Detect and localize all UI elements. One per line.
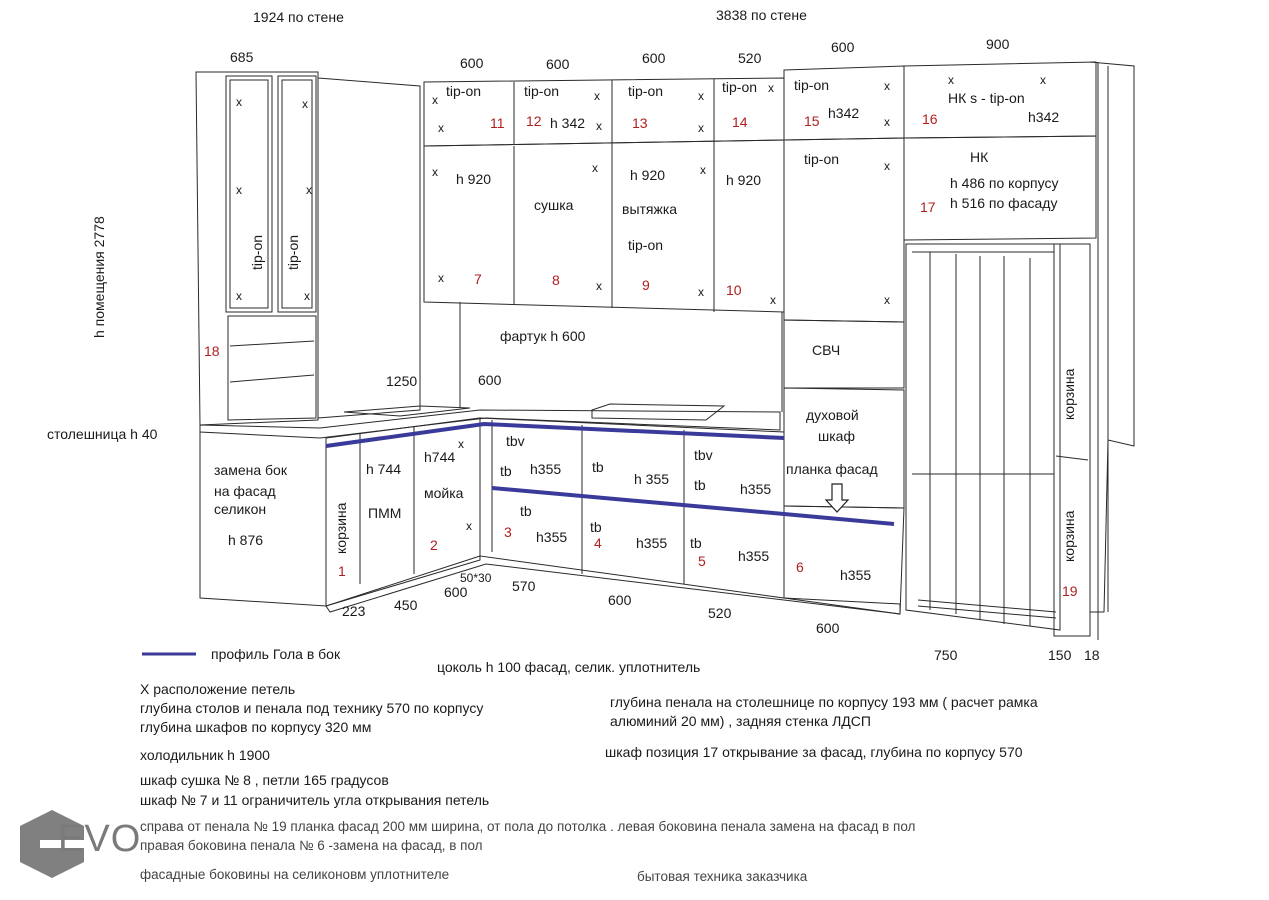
label-tip-on: tip-on (804, 151, 840, 167)
hinge-marker: x (458, 437, 464, 451)
note-right19: справа от пенала № 19 планка фасад 200 мм ширина, от пола до потолка . левая боковина пенала замена на фасад в пол (140, 819, 916, 834)
position-number-18: 18 (204, 343, 220, 359)
position-number-1: 1 (338, 563, 346, 579)
position-number-17: 17 (920, 199, 936, 215)
note-pos17: шкаф позиция 17 открывание за фасад, глубина по корпусу 570 (605, 744, 1023, 760)
hinge-marker: x (594, 89, 600, 103)
dim-top: 520 (738, 50, 762, 66)
position-number-5: 5 (698, 553, 706, 569)
hinge-marker: x (236, 95, 242, 109)
hinge-marker: x (768, 81, 774, 95)
label-h744: h 744 (366, 461, 402, 477)
label-tb: tb (520, 503, 532, 519)
label-h355: h 355 (634, 471, 670, 487)
hinge-marker: x (438, 121, 444, 135)
hinge-marker: x (698, 89, 704, 103)
label-korzina: корзина (1061, 510, 1077, 562)
hinge-marker: x (884, 293, 890, 307)
position-number-8: 8 (552, 272, 560, 288)
note-right6: правая боковина пенала № 6 -замена на фасад, в пол (140, 838, 483, 853)
label-nk-s: НК s - tip-on (948, 90, 1025, 106)
label-h355: h355 (536, 529, 568, 545)
dim-bottom: 50*30 (460, 571, 492, 585)
note-penal-depth-2: алюминий 20 мм) , задняя стенка ЛДСП (610, 713, 871, 729)
note-fridge: холодильник h 1900 (140, 747, 270, 763)
note-limiter: шкаф № 7 и 11 ограничитель угла открывания петель (140, 792, 490, 808)
hinge-marker: x (698, 121, 704, 135)
note-depth-tables: глубина столов и пенала под технику 570 по корпусу (140, 700, 484, 716)
note-tsokol: цоколь h 100 фасад, селик. уплотнитель (437, 659, 701, 675)
label-h920: h 920 (630, 167, 666, 183)
hinge-marker: x (948, 73, 954, 87)
dim-bottom: 600 (816, 620, 840, 636)
label-svch: СВЧ (812, 342, 841, 358)
down-arrow-icon (826, 484, 848, 512)
position-number-12: 12 (526, 113, 542, 129)
label-oven: шкаф (818, 428, 855, 444)
hinge-marker: x (884, 79, 890, 93)
position-number-14: 14 (732, 114, 748, 130)
label-tb: tb (590, 519, 602, 535)
label-h920: h 920 (456, 171, 492, 187)
label-h342: h 342 (550, 115, 586, 131)
dim-top: 600 (546, 56, 570, 72)
label-tbv: tbv (506, 433, 525, 449)
note-x-loops: X расположение петель (140, 681, 296, 697)
legend-label: профиль Гола в бок (211, 646, 341, 662)
dim-wall-right: 3838 по стене (716, 7, 807, 23)
label-vytyazhka: вытяжка (622, 201, 678, 217)
label-tip-on-left: tip-on (285, 234, 301, 270)
dim-bottom: 520 (708, 605, 732, 621)
label-h355: h355 (738, 548, 770, 564)
hinge-marker: x (596, 119, 602, 133)
dim-bottom: 600 (444, 584, 468, 600)
hinge-marker: x (698, 285, 704, 299)
hinge-marker: x (432, 93, 438, 107)
label-h355: h355 (840, 567, 872, 583)
label-zamena: селикон (214, 501, 267, 517)
dim-top: 600 (642, 50, 666, 66)
label-tb: tb (592, 459, 604, 475)
position-number-19: 19 (1062, 583, 1078, 599)
label-tb: tb (694, 477, 706, 493)
label-sushka: сушка (534, 197, 574, 213)
label-tip-on-left: tip-on (249, 234, 265, 270)
note-penal-depth-1: глубина пенала на столешнице по корпусу 193 мм ( расчет рамка (610, 694, 1038, 710)
label-tip-on: tip-on (446, 83, 482, 99)
dim-bottom: 150 (1048, 647, 1072, 663)
label-planka: планка фасад (786, 461, 878, 477)
label-h342: h342 (1028, 109, 1060, 125)
hinge-marker: x (466, 519, 472, 533)
fridge (906, 244, 1060, 630)
label-tip-on: tip-on (628, 83, 664, 99)
hinge-marker: x (1040, 73, 1046, 87)
label-h744: h744 (424, 449, 456, 465)
label-h355: h355 (740, 481, 772, 497)
position-number-15: 15 (804, 113, 820, 129)
dim-top: 900 (986, 36, 1010, 52)
label-korzina: корзина (1061, 368, 1077, 420)
hinge-marker: x (304, 289, 310, 303)
position-number-7: 7 (474, 271, 482, 287)
label-h342: h342 (828, 105, 860, 121)
hinge-marker: x (596, 279, 602, 293)
position-number-9: 9 (642, 277, 650, 293)
label-tip-on: tip-on (524, 83, 560, 99)
hinge-marker: x (306, 183, 312, 197)
hinge-marker: x (236, 183, 242, 197)
hinge-marker: x (438, 271, 444, 285)
note-appliances: бытовая техника заказчика (637, 869, 808, 884)
dim-top: 600 (460, 55, 484, 71)
position-number-6: 6 (796, 559, 804, 575)
label-zamena: на фасад (214, 483, 276, 499)
label-h876: h 876 (228, 532, 264, 548)
label-tip-on: tip-on (722, 79, 758, 95)
label-tip-on: tip-on (628, 237, 664, 253)
dim-bottom: 570 (512, 578, 536, 594)
position-number-10: 10 (726, 282, 742, 298)
label-tbv: tbv (694, 447, 713, 463)
dim-bottom: 18 (1084, 647, 1100, 663)
label-nk: НК (970, 149, 989, 165)
hinge-marker: x (302, 97, 308, 111)
hinge-marker: x (236, 289, 242, 303)
dim-countertop: столешница h 40 (47, 426, 158, 442)
position-number-11: 11 (490, 115, 505, 131)
label-zamena: замена бок (214, 462, 287, 478)
dim-top: 600 (831, 39, 855, 55)
note-sushka8: шкаф сушка № 8 , петли 165 градусов (140, 772, 389, 788)
label-h355: h355 (530, 461, 562, 477)
label-nk-h1: h 486 по корпусу (950, 175, 1059, 191)
label-moika: мойка (424, 485, 464, 501)
hinge-marker: x (432, 165, 438, 179)
label-nk-h2: h 516 по фасаду (950, 195, 1058, 211)
hinge-marker: x (884, 115, 890, 129)
hinge-marker: x (770, 293, 776, 307)
hinge-marker: x (592, 161, 598, 175)
dim-wall-left: 1924 по стене (253, 9, 344, 25)
label-tb: tb (690, 535, 702, 551)
note-depth-cabinets: глубина шкафов по корпусу 320 мм (140, 719, 372, 735)
label-oven: духовой (806, 407, 859, 423)
dim-room-height: h помещения 2778 (91, 216, 107, 338)
dim-600-counter: 600 (478, 372, 502, 388)
label-korzina: корзина (333, 502, 349, 554)
label-tb: tb (500, 463, 512, 479)
hinge-marker: x (700, 163, 706, 177)
logo-text: EVO (58, 818, 142, 860)
dim-bottom: 600 (608, 592, 632, 608)
position-number-16: 16 (922, 111, 938, 127)
dim-bottom: 223 (342, 603, 366, 619)
label-h355: h355 (636, 535, 668, 551)
position-number-13: 13 (632, 115, 648, 131)
hinge-marker: x (884, 159, 890, 173)
position-number-4: 4 (594, 535, 602, 551)
note-silicone: фасадные боковины на селиконовм уплотнителе (140, 867, 450, 882)
dim-bottom: 750 (934, 647, 958, 663)
label-h920: h 920 (726, 172, 762, 188)
position-number-3: 3 (504, 524, 512, 540)
label-tip-on: tip-on (794, 77, 830, 93)
label-pmm: ПММ (368, 505, 402, 521)
dim-bottom: 450 (394, 597, 418, 613)
dim-1250: 1250 (386, 373, 418, 389)
dim-top: 685 (230, 49, 254, 65)
label-fartuk: фартук h 600 (500, 328, 586, 344)
position-number-2: 2 (430, 537, 438, 553)
